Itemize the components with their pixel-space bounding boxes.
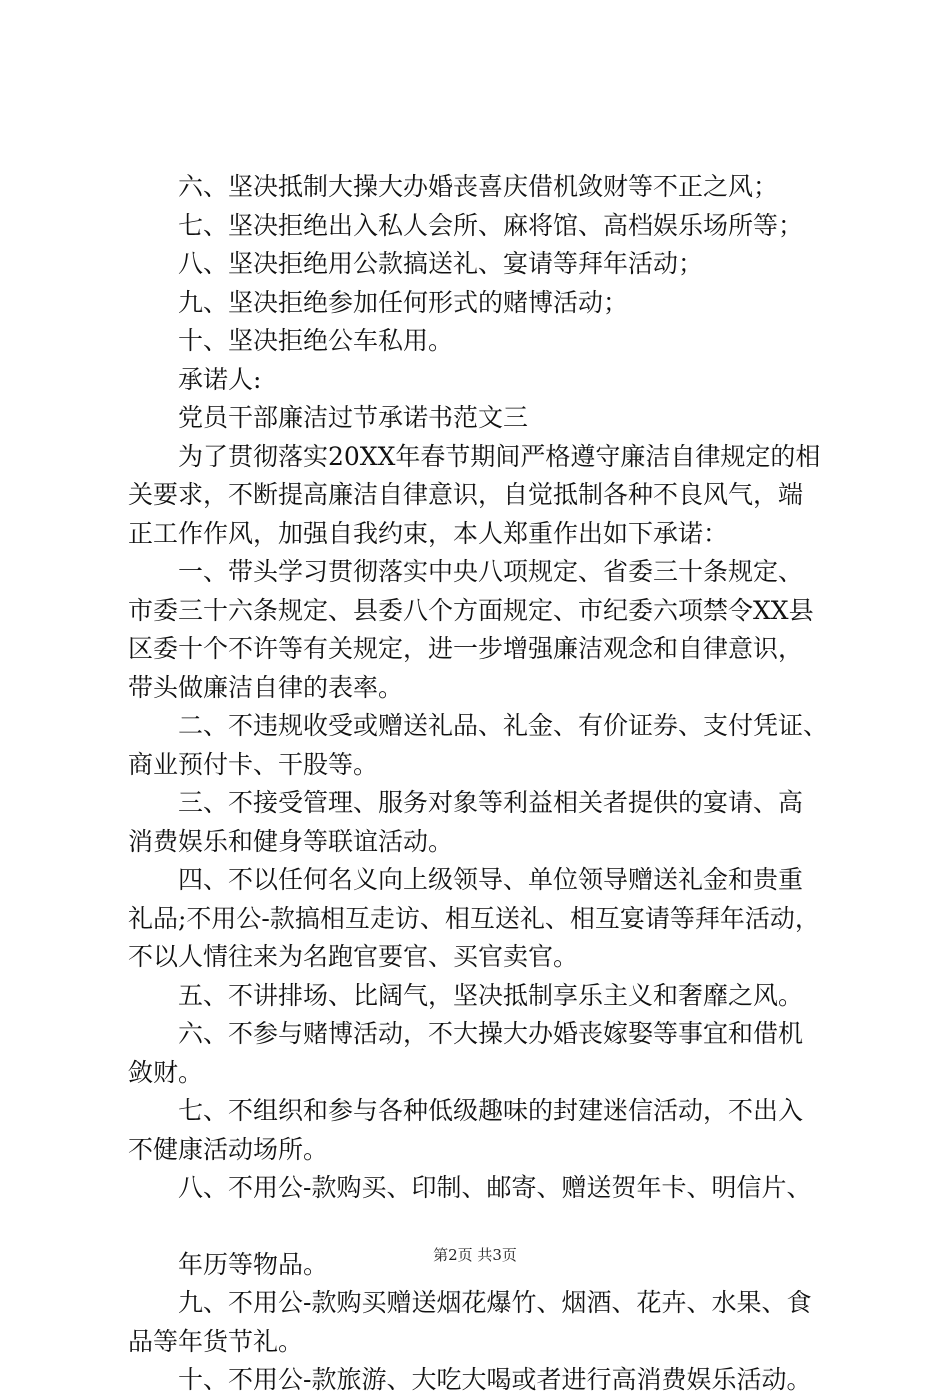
text-line: 二、不违规收受或赠送礼品、礼金、有价证券、支付凭证、 <box>178 711 829 740</box>
text-line: 十、坚决拒绝公车私用。 <box>178 326 454 355</box>
text-line: 不健康活动场所。 <box>128 1134 329 1164</box>
text-line: 五、不讲排场、比阔气，坚决抵制享乐主义和奢靡之风。 <box>178 980 804 1010</box>
text-line: 党员干部廉洁过节承诺书范文三 <box>178 403 529 432</box>
text-line: 四、不以任何名义向上级领导、单位领导赠送礼金和贵重 <box>178 865 804 894</box>
text-line: 七、不组织和参与各种低级趣味的封建迷信活动，不出入 <box>178 1096 804 1125</box>
text-line: 一、带头学习贯彻落实中央八项规定、省委三十条规定、 <box>178 557 804 586</box>
text-line: 不以人情往来为名跑官要官、买官卖官。 <box>128 942 579 971</box>
page-footer: 第2页 共3页 <box>433 1246 517 1264</box>
text-line: 六、坚决抵制大操大办婚丧喜庆借机敛财等不正之风； <box>178 172 779 201</box>
text-line: 礼品;不用公-款搞相互走访、相互送礼、相互宴请等拜年活动， <box>128 903 820 933</box>
paragraph-block-upper <box>128 168 828 1208</box>
text-line: 承诺人: <box>178 364 262 394</box>
text-line: 带头做廉洁自律的表率。 <box>128 672 404 702</box>
text-line: 八、坚决拒绝用公款搞送礼、宴请等拜年活动； <box>178 249 704 278</box>
text-line: 敛财。 <box>128 1057 204 1087</box>
text-line: 九、坚决拒绝参加任何形式的赌博活动； <box>178 287 629 317</box>
text-line: 十、不用公-款旅游、大吃大喝或者进行高消费娱乐活动。 <box>178 1365 812 1394</box>
paragraph-block-lower <box>128 1246 828 1400</box>
text-line: 市委三十六条规定、县委八个方面规定、市纪委六项禁令XX县 <box>128 595 814 625</box>
text-line: 三、不接受管理、服务对象等利益相关者提供的宴请、高 <box>178 788 804 817</box>
text-line: 九、不用公-款购买赠送烟花爆竹、烟酒、花卉、水果、食 <box>178 1288 812 1317</box>
text-line: 品等年货节礼。 <box>128 1326 304 1356</box>
text-line: 商业预付卡、干股等。 <box>128 749 379 779</box>
text-line: 六、不参与赌博活动，不大操大办婚丧嫁娶等事宜和借机 <box>178 1019 804 1048</box>
text-line: 区委十个不许等有关规定，进一步增强廉洁观念和自律意识， <box>128 634 804 663</box>
paragraph-gap <box>128 1208 828 1246</box>
text-line: 七、坚决拒绝出入私人会所、麻将馆、高档娱乐场所等； <box>178 210 804 240</box>
text-line: 八、不用公-款购买、印制、邮寄、赠送贺年卡、明信片、 <box>178 1173 812 1202</box>
text-line: 消费娱乐和健身等联谊活动。 <box>128 826 454 856</box>
document-body <box>128 168 828 1400</box>
text-line: 关要求，不断提高廉洁自律意识，自觉抵制各种不良风气，端 <box>128 480 804 509</box>
text-line: 为了贯彻落实20XX年春节期间严格遵守廉洁自律规定的相 <box>178 441 821 471</box>
text-line: 年历等物品。 <box>178 1249 329 1279</box>
text-line: 正工作作风，加强自我约束，本人郑重作出如下承诺： <box>128 518 729 548</box>
